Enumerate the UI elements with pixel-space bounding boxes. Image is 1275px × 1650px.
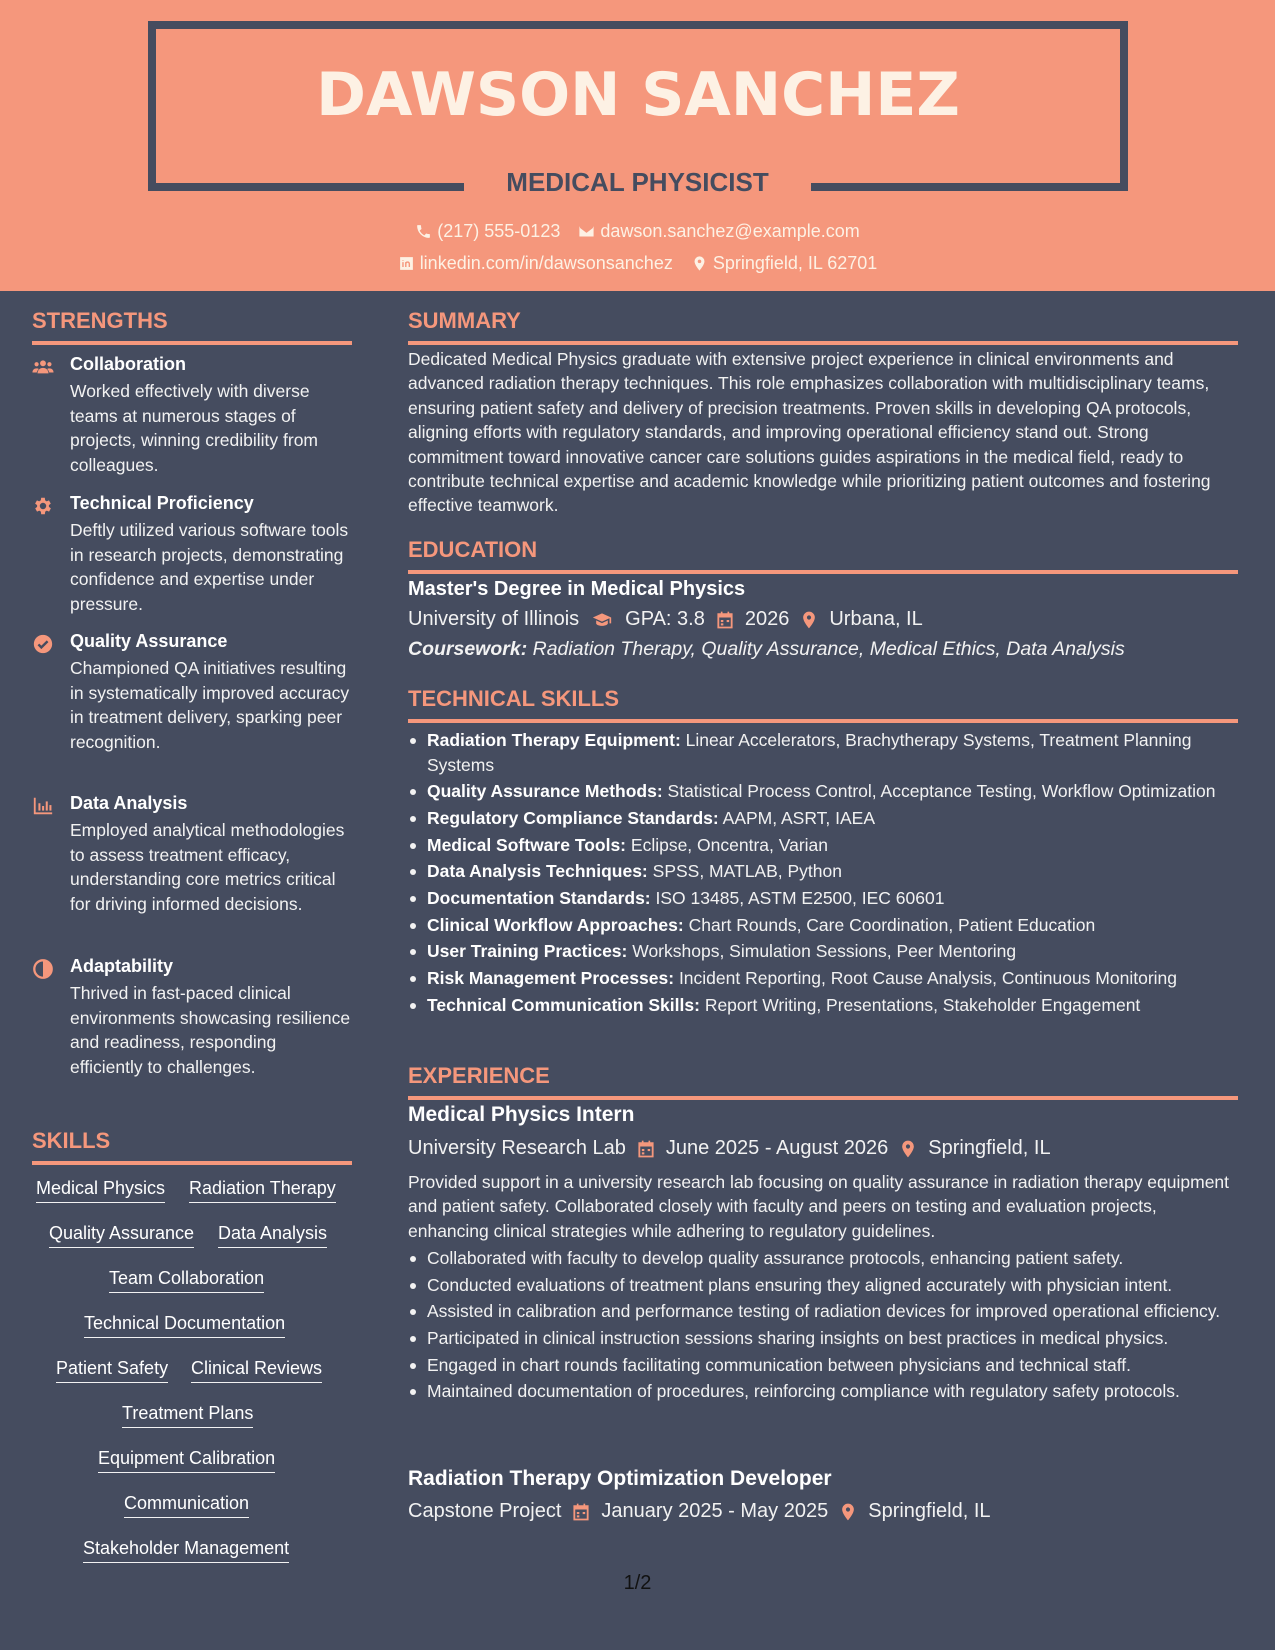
phone-text: (217) 555-0123 [437,221,561,241]
calendar-icon [715,610,735,630]
gpa-text: GPA: 3.8 [625,608,705,630]
skill-tag: Equipment Calibration [98,1448,275,1473]
strength-title: Quality Assurance [70,631,228,651]
list-item [408,859,1238,884]
graduation-cap-icon [589,610,615,630]
experience-meta [408,1137,1051,1160]
calendar-icon [571,1502,591,1522]
strength-description: Employed analytical methodologies to assess treatment efficacy, understanding core metrics critical for driving informed decisions. [70,820,345,914]
calendar-icon [636,1139,656,1159]
coursework-label: Coursework: [408,638,528,660]
strength-title: Data Analysis [70,793,188,813]
map-pin-icon [838,1502,858,1522]
list-item: Maintained documentation of procedures, reinforcing compliance with regulatory safety protocols. [408,1379,1238,1404]
phone-icon [415,223,432,240]
skill-tag: Patient Safety [56,1358,168,1383]
skill-value: Chart Rounds, Care Coordination, Patient Education [688,914,1096,935]
map-pin-icon [691,255,708,272]
list-item [408,913,1238,938]
list-item [408,939,1238,964]
skill-label: Technical Communication Skills: [427,994,700,1015]
technical-skills-list [408,728,1238,1019]
list-item: Collaborated with faculty to develop quality assurance protocols, enhancing patient safety. [408,1246,1238,1271]
strength-title: Adaptability [70,956,174,976]
skill-label: Data Analysis Techniques: [427,861,648,882]
skill-label: Medical Software Tools: [427,834,627,855]
experience-job-title: Medical Physics Intern [408,1103,635,1126]
location-contact [691,253,877,274]
resume-header [0,0,1275,291]
organization-name: University Research Lab [408,1137,626,1159]
skill-label: User Training Practices: [427,941,628,962]
skill-value: Report Writing, Presentations, Stakeholder Engagement [704,994,1141,1015]
email-contact[interactable] [578,221,859,242]
envelope-icon [578,223,595,240]
skill-label: Documentation Standards: [427,887,651,908]
skill-value: AAPM, ASRT, IAEA [722,807,876,828]
map-pin-icon [898,1139,918,1159]
linkedin-link[interactable]: linkedin.com/in/dawsonsanchez [419,253,673,273]
experience-heading: EXPERIENCE [408,1063,1238,1100]
list-item [408,806,1238,831]
skill-tag: Communication [124,1493,249,1518]
strength-description: Thrived in fast-paced clinical environments showcasing resilience and readiness, responding efficiently to challenges. [70,983,351,1077]
skill-value: Linear Accelerators, Brachytherapy Systems, Treatment Planning Systems [427,730,1192,775]
skill-label: Regulatory Compliance Standards: [427,807,719,828]
degree-title: Master's Degree in Medical Physics [408,578,746,600]
job-title: MEDICAL PHYSICIST [506,167,769,197]
job-location: Springfield, IL [868,1500,991,1522]
linkedin-icon [398,255,415,272]
contact-row-1 [0,221,1275,242]
skill-label: Risk Management Processes: [427,968,675,988]
skills-heading: SKILLS [32,1128,352,1165]
skill-label: Radiation Therapy Equipment: [427,730,681,750]
skill-value: Eclipse, Oncentra, Varian [630,834,829,855]
location-text: Springfield, IL 62701 [712,253,878,273]
skill-tag: Quality Assurance [49,1223,194,1248]
education-location: Urbana, IL [829,608,923,630]
list-item [408,886,1238,911]
skill-value: Statistical Process Control, Acceptance Testing, Workflow Optimization [667,781,1216,802]
strength-description: Worked effectively with diverse teams at numerous stages of projects, winning credibility from colleagues. [70,381,319,475]
list-item: Engaged in chart rounds facilitating communication between physicians and technical staff. [408,1353,1238,1378]
bar-chart-icon [32,795,54,817]
skill-label: Clinical Workflow Approaches: [427,914,684,935]
strength-description: Championed QA initiatives resulting in systematically improved accuracy in treatment delivery, sparking peer recognition. [70,658,350,752]
list-item: Conducted evaluations of treatment plans ensuring they aligned accurately with physician intent. [408,1273,1238,1298]
education-heading: EDUCATION [408,537,1238,574]
experience-meta [408,1500,991,1523]
map-pin-icon [799,610,819,630]
check-circle-icon [32,633,54,655]
job-dates: January 2025 - May 2025 [601,1500,829,1522]
skill-value: Workshops, Simulation Sessions, Peer Mentoring [632,941,1017,962]
skill-tag: Medical Physics [36,1178,165,1203]
summary-heading: SUMMARY [408,308,1238,345]
linkedin-contact[interactable] [398,253,673,274]
graduation-year: 2026 [744,608,790,630]
skill-tag: Stakeholder Management [83,1538,289,1563]
list-item [408,993,1238,1018]
organization-name: Capstone Project [408,1500,562,1522]
list-item [408,966,1238,991]
contact-row-2 [0,253,1275,274]
summary-text: Dedicated Medical Physics graduate with extensive project experience in clinical environments and advanced radiation therapy techniques. This role emphasizes collaboration with multidisciplinary teams, ensuring patient safety and delivery of precision treatments. Proven skills in developing QA protocols, aligning efforts with regulatory standards, and improving operational efficiency stand out. Strong commitment toward innovative cancer care solutions guides aspirations in the medical field, ready to contribute technical expertise and academic knowledge while prioritizing patient outcomes and fostering effective teamwork. [408,349,1211,516]
list-item: Participated in clinical instruction sessions sharing insights on best practices in medical physics. [408,1326,1238,1351]
job-description: Provided support in a university research lab focusing on quality assurance in radiation therapy equipment and patient safety. Collaborated closely with faculty and peers on testing and evaluation projects, enhancing clinical strategies while adhering to regulatory guidelines. [408,1172,1230,1241]
skill-value: SPSS, MATLAB, Python [652,861,842,882]
skill-label: Quality Assurance Methods: [427,781,663,802]
job-bullets [408,1246,1238,1406]
coursework-text: Radiation Therapy, Quality Assurance, Medical Ethics, Data Analysis [532,638,1125,660]
users-icon [32,356,54,378]
gear-icon [32,495,54,517]
skill-tag: Team Collaboration [109,1268,264,1293]
skill-value: ISO 13485, ASTM E2500, IEC 60601 [655,887,945,908]
job-dates: June 2025 - August 2026 [665,1137,889,1159]
list-item: Assisted in calibration and performance testing of radiation devices for improved operational efficiency. [408,1299,1238,1324]
email-link[interactable]: dawson.sanchez@example.com [600,221,860,241]
education-meta [408,608,923,631]
school-name: University of Illinois [408,608,580,630]
skill-tag: Clinical Reviews [191,1358,322,1383]
skill-tag: Data Analysis [218,1223,327,1248]
skill-tag: Technical Documentation [84,1313,285,1338]
experience-job-title: Radiation Therapy Optimization Developer [408,1467,832,1490]
skill-tag: Treatment Plans [122,1403,253,1428]
technical-skills-heading: TECHNICAL SKILLS [408,686,1238,723]
phone-contact [415,221,560,242]
coursework [408,638,1125,661]
skill-tag: Radiation Therapy [189,1178,336,1203]
strength-title: Technical Proficiency [70,493,254,513]
page-number: 1/2 [623,1572,652,1594]
skill-value: Incident Reporting, Root Cause Analysis, Continuous Monitoring [678,968,1177,988]
candidate-name: DAWSON SANCHEZ [316,60,960,130]
strengths-heading: STRENGTHS [32,308,352,345]
list-item [408,833,1238,858]
strength-description: Deftly utilized various software tools in research projects, demonstrating confidence and expertise under pressure. [70,520,349,614]
strength-title: Collaboration [70,354,186,374]
list-item [408,779,1238,804]
job-location: Springfield, IL [928,1137,1051,1159]
half-circle-icon [32,958,54,980]
list-item [408,728,1238,777]
